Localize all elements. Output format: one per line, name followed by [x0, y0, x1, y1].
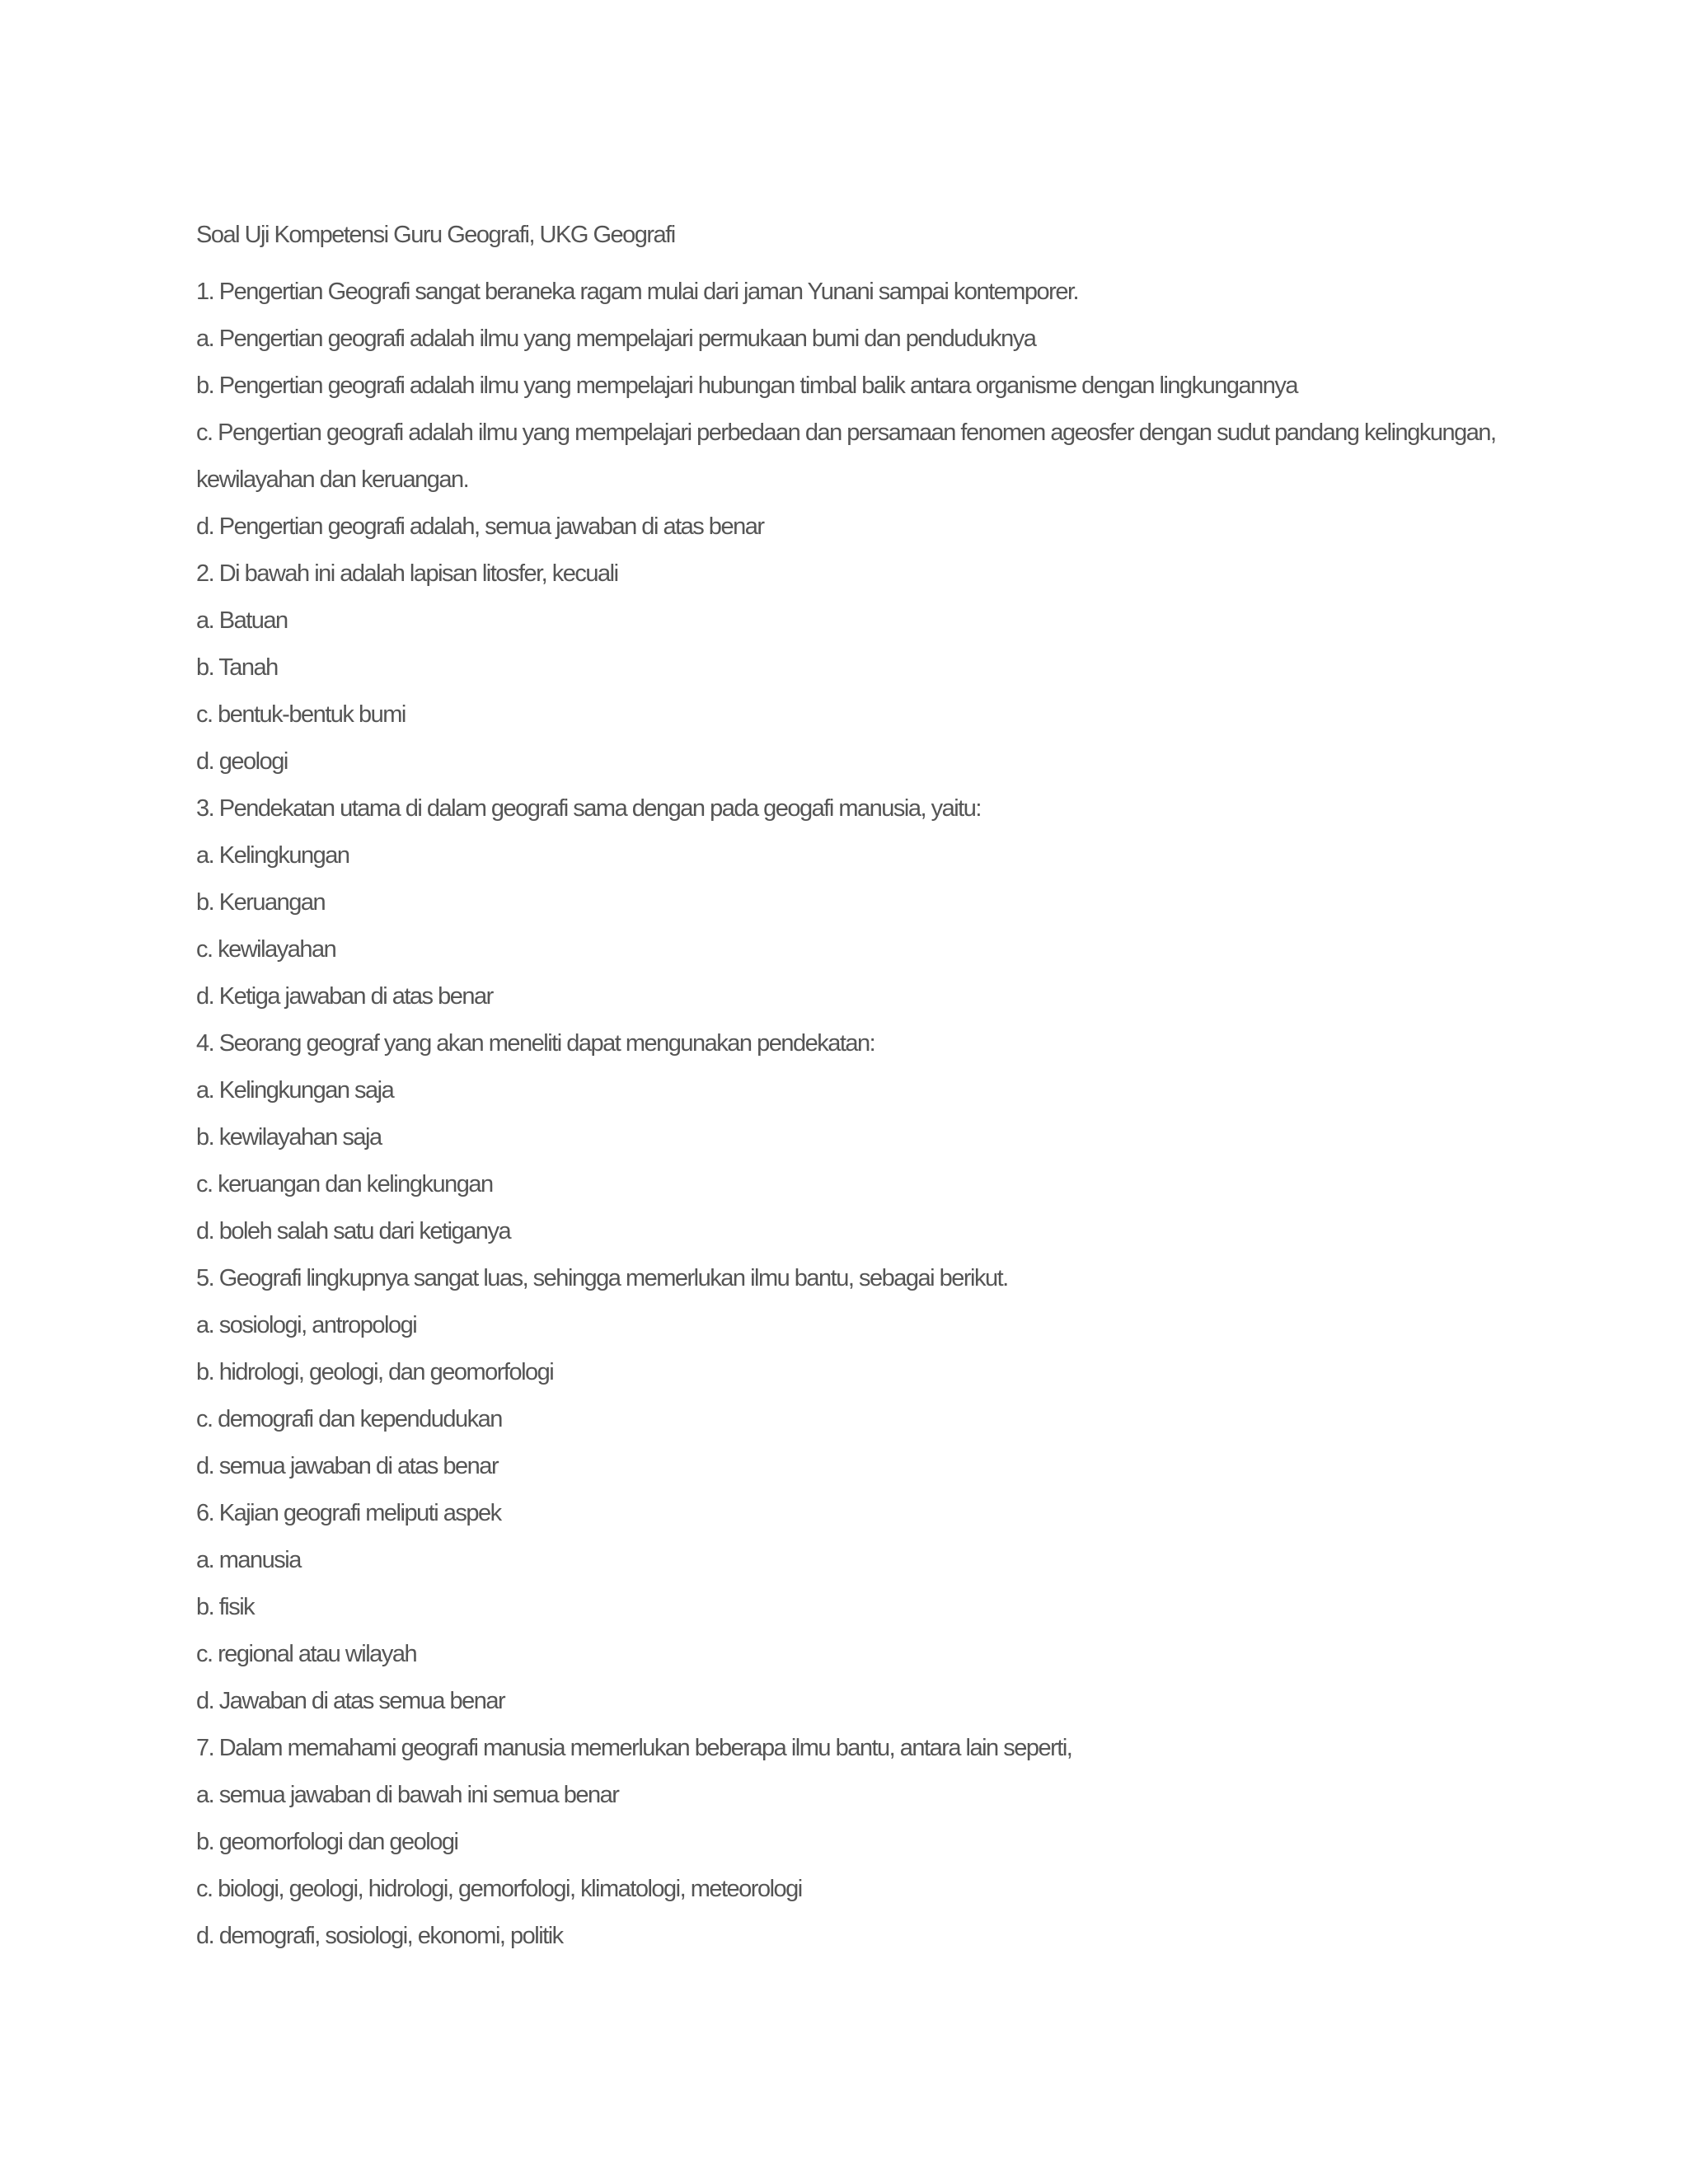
answer-option: d. demografi, sosiologi, ekonomi, politik [196, 1923, 563, 1949]
answer-option: c. regional atau wilayah [196, 1641, 417, 1667]
answer-option: a. sosiologi, antropologi [196, 1312, 417, 1338]
answer-option: c. keruangan dan kelingkungan [196, 1171, 493, 1197]
question-text: 1. Pengertian Geografi sangat beraneka ragam mulai dari jaman Yunani sampai kontemporer. [196, 279, 1079, 305]
document-page [196, 212, 1515, 1960]
answer-option: d. semua jawaban di atas benar [196, 1453, 499, 1479]
question-block [196, 785, 1515, 1020]
answer-option: a. Kelingkungan [196, 842, 349, 869]
question-block [196, 1725, 1515, 1960]
question-block [196, 551, 1515, 785]
answer-option: b. Tanah [196, 654, 278, 681]
question-text: 7. Dalam memahami geografi manusia memerlukan beberapa ilmu bantu, antara lain seperti, [196, 1735, 1072, 1761]
question-block [196, 1490, 1515, 1725]
question-text: 3. Pendekatan utama di dalam geografi sama dengan pada geogafi manusia, yaitu: [196, 795, 981, 822]
document-title: Soal Uji Kompetensi Guru Geografi, UKG Geografi [196, 222, 675, 248]
answer-option: a. Kelingkungan saja [196, 1077, 394, 1104]
answer-option: d. Ketiga jawaban di atas benar [196, 983, 493, 1010]
answer-option: a. Pengertian geografi adalah ilmu yang mempelajari permukaan bumi dan penduduknya [196, 326, 1036, 352]
answer-option: a. semua jawaban di bawah ini semua benar [196, 1782, 619, 1808]
answer-option: b. fisik [196, 1594, 255, 1620]
answer-option: d. Pengertian geografi adalah, semua jawaban di atas benar [196, 513, 764, 540]
answer-option: d. boleh salah satu dari ketiganya [196, 1218, 511, 1244]
answer-option: a. Batuan [196, 607, 288, 634]
answer-option: c. demografi dan kependudukan [196, 1406, 502, 1432]
answer-option-continuation: kewilayahan dan keruangan. [196, 466, 469, 493]
question-block [196, 1020, 1515, 1255]
answer-option: b. Pengertian geografi adalah ilmu yang mempelajari hubungan timbal balik antara organisme dengan lingkungannya [196, 373, 1298, 399]
answer-option: c. biologi, geologi, hidrologi, gemorfologi, klimatologi, meteorologi [196, 1876, 802, 1902]
answer-option: c. bentuk-bentuk bumi [196, 701, 406, 728]
answer-option: b. geomorfologi dan geologi [196, 1829, 458, 1855]
answer-option: d. geologi [196, 748, 288, 775]
question-text: 6. Kajian geografi meliputi aspek [196, 1500, 501, 1526]
question-block [196, 269, 1515, 551]
question-text: 2. Di bawah ini adalah lapisan litosfer, kecuali [196, 560, 618, 587]
answer-option: b. kewilayahan saja [196, 1124, 382, 1151]
question-block [196, 1255, 1515, 1490]
answer-option: a. manusia [196, 1547, 301, 1573]
answer-option: c. Pengertian geografi adalah ilmu yang mempelajari perbedaan dan persamaan fenomen ageosfer dengan sudut pandang kelingkungan, [196, 419, 1496, 446]
question-text: 4. Seorang geograf yang akan meneliti dapat mengunakan pendekatan: [196, 1030, 875, 1057]
answer-option: b. hidrologi, geologi, dan geomorfologi [196, 1359, 554, 1385]
answer-option: c. kewilayahan [196, 936, 336, 963]
answer-option: d. Jawaban di atas semua benar [196, 1688, 505, 1714]
answer-option: b. Keruangan [196, 889, 326, 916]
question-text: 5. Geografi lingkupnya sangat luas, sehingga memerlukan ilmu bantu, sebagai berikut. [196, 1265, 1008, 1291]
